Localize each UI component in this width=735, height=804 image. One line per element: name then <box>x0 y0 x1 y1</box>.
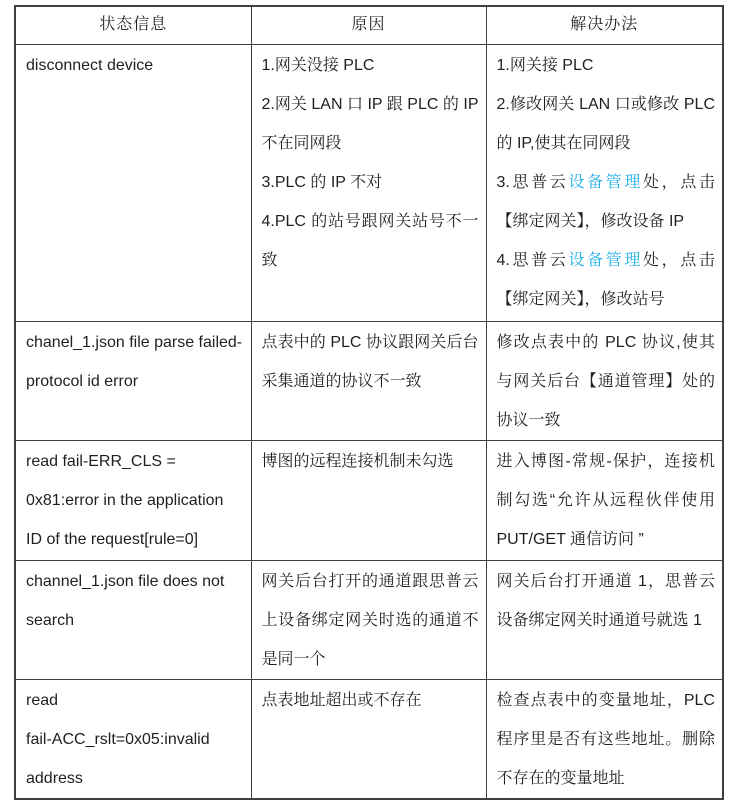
paragraph <box>26 720 244 798</box>
table-row <box>15 440 723 560</box>
table-row <box>15 321 723 440</box>
text-segment: 3.PLC 的 IP 不对 <box>261 173 383 191</box>
text-segment: 网关后台打开通道 1，思普云设备绑定网关时通道号就选 1 <box>496 572 715 629</box>
text-segment: 检查点表中的变量地址，PLC 程序里是否有这些地址。删除不存在的变量地址 <box>496 691 715 787</box>
column-header-status: 状态信息 <box>15 6 251 44</box>
text-segment: 处，点击【绑定网关】，修改设备 IP <box>496 173 715 230</box>
text-segment: read <box>26 691 59 709</box>
text-segment: channel_1.json file does not search <box>26 572 225 629</box>
paragraph <box>262 681 479 720</box>
paragraph <box>497 85 716 163</box>
paragraph <box>497 681 716 798</box>
text-segment: 处，点击【绑定网关】，修改站号 <box>496 251 715 308</box>
table-header <box>15 6 723 44</box>
paragraph <box>26 323 244 401</box>
status-cell <box>15 560 251 679</box>
status-cell <box>15 679 251 799</box>
paragraph <box>262 323 479 401</box>
reason-cell <box>251 560 486 679</box>
table-row <box>15 560 723 679</box>
text-segment: 点表地址超出或不存在 <box>261 691 422 709</box>
table-row <box>15 44 723 321</box>
solution-cell <box>486 440 723 560</box>
table-row <box>15 679 723 799</box>
text-segment: chanel_1.json file parse failed-protocol id error <box>26 333 243 390</box>
text-segment: fail-ACC_rslt=0x05:invalid address <box>26 730 210 787</box>
paragraph <box>26 442 244 559</box>
text-segment: 4.PLC 的站号跟网关站号不一致 <box>261 212 479 269</box>
text-segment: disconnect device <box>26 56 154 74</box>
paragraph <box>26 562 244 640</box>
text-segment: 进入博图-常规-保护，连接机制勾选“允许从远程伙伴使用 PUT/GET 通信访问 ” <box>496 452 715 548</box>
reason-cell <box>251 44 486 321</box>
text-segment: 点表中的 PLC 协议跟网关后台采集通道的协议不一致 <box>261 333 479 390</box>
paragraph <box>26 46 244 85</box>
paragraph <box>262 442 479 481</box>
paragraph <box>26 681 244 720</box>
table-body <box>15 44 723 799</box>
reason-cell <box>251 321 486 440</box>
paragraph <box>497 323 716 440</box>
device-management-highlight: 设备管理 <box>568 251 644 269</box>
solution-cell <box>486 560 723 679</box>
paragraph <box>497 562 716 640</box>
reason-cell <box>251 440 486 560</box>
column-header-reason: 原因 <box>251 6 486 44</box>
device-management-highlight: 设备管理 <box>568 173 644 191</box>
status-cell <box>15 440 251 560</box>
paragraph <box>497 163 716 241</box>
text-segment: 3.思普云 <box>496 173 569 191</box>
solution-cell <box>486 321 723 440</box>
text-segment: 博图的远程连接机制未勾选 <box>261 452 454 470</box>
text-segment: 1.网关没接 PLC <box>261 56 375 74</box>
text-segment: 4.思普云 <box>496 251 569 269</box>
reason-cell <box>251 679 486 799</box>
header-row <box>15 6 723 44</box>
paragraph <box>262 46 479 85</box>
paragraph <box>497 241 716 319</box>
solution-cell <box>486 679 723 799</box>
text-segment: read fail-ERR_CLS = 0x81:error in the application ID of the request[rule=0] <box>26 452 224 548</box>
text-segment: 网关后台打开的通道跟思普云上设备绑定网关时选的通道不是同一个 <box>261 572 479 668</box>
paragraph <box>262 562 479 679</box>
solution-cell <box>486 44 723 321</box>
text-segment: 2.修改网关 LAN 口或修改 PLC 的 IP,使其在同网段 <box>496 95 715 152</box>
paragraph <box>497 442 716 559</box>
paragraph <box>497 46 716 85</box>
paragraph <box>262 163 479 202</box>
paragraph <box>262 202 479 280</box>
paragraph <box>262 85 479 163</box>
status-cell <box>15 321 251 440</box>
text-segment: 2.网关 LAN 口 IP 跟 PLC 的 IP 不在同网段 <box>261 95 479 152</box>
text-segment: 1.网关接 PLC <box>496 56 594 74</box>
text-segment: 修改点表中的 PLC 协议,使其与网关后台【通道管理】处的协议一致 <box>496 333 715 429</box>
troubleshooting-table <box>14 5 724 800</box>
column-header-solution: 解决办法 <box>486 6 723 44</box>
status-cell <box>15 44 251 321</box>
